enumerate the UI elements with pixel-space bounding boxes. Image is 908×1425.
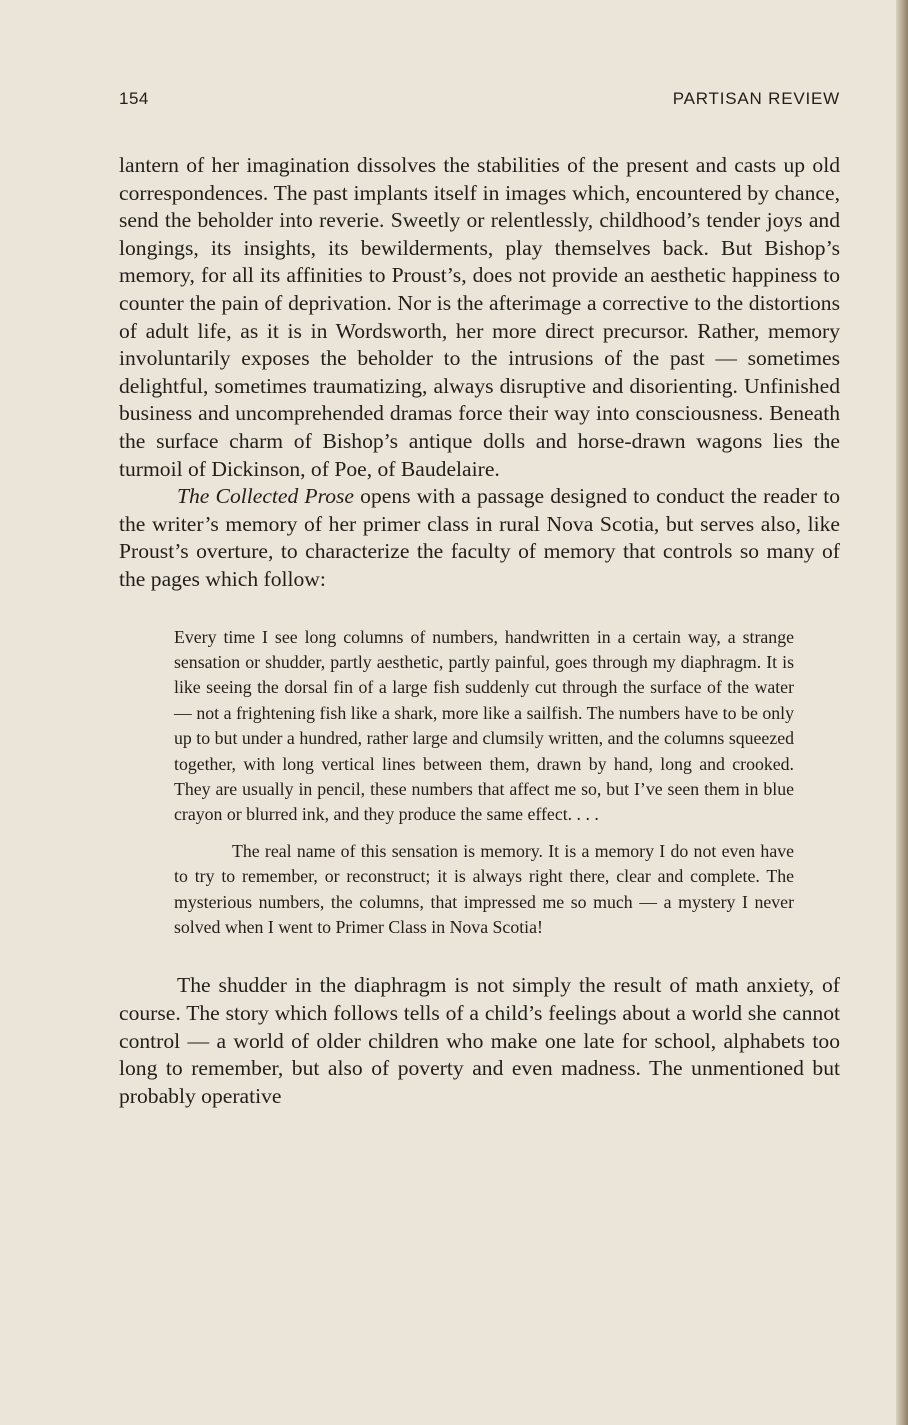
- quotation-paragraph-numbers: Every time I see long columns of numbers, handwritten in a certain way, a strange sensation or shudder, partly aesthetic, partly painful, goes through my diaphragm. It is like seeing the dorsal fin of a large fish suddenly cut through the surface of the water — not a frightening fish like a shark, more like a sailfish. The numbers have to be only up to but under a hundred, rather large and clumsily written, and the columns squeezed together, with long vertical lines between them, drawn by hand, long and crooked. They are usually in pencil, these numbers that affect me so, but I’ve seen them in blue crayon or blurred ink, and they produce the same effect. . . .: [174, 626, 794, 825]
- journal-title: PARTISAN REVIEW: [672, 89, 840, 108]
- page-edge-shadow: [896, 0, 908, 1425]
- paragraph-collected-prose: [119, 483, 840, 593]
- text-block: [119, 152, 840, 1110]
- block-quotation: [174, 625, 794, 941]
- paragraph-shudder: The shudder in the diaphragm is not simply the result of math anxiety, of course. The story which follows tells of a child’s feelings about a world she cannot control — a world of older children who make one late for school, alphabets too long to remember, but also of poverty and even madness. The unmentioned but probably operative: [119, 973, 840, 1108]
- book-title-reference: The Collected Prose: [177, 484, 355, 509]
- running-head: [119, 89, 840, 113]
- paragraph-continued: lantern of her imagination dissolves the stabilities of the present and casts up old correspondences. The past implants itself in images which, encountered by chance, send the beholder into reverie. Sweetly or relentlessly, childhood’s tender joys and longings, its insights, its bewilderments, play themselves back. But Bishop’s memory, for all its affinities to Proust’s, does not provide an aesthetic happiness to counter the pain of deprivation. Nor is the afterimage a corrective to the distortions of adult life, as it is in Wordsworth, her more direct precursor. Rather, memory involuntarily exposes the beholder to the intrusions of the past — sometimes delightful, sometimes traumatizing, always disruptive and disorienting. Unfinished business and uncomprehended dramas force their way into consciousness. Beneath the surface charm of Bishop’s antique dolls and horse-drawn wagons lies the turmoil of Dickinson, of Poe, of Baudelaire.: [119, 153, 840, 481]
- page-number: 154: [119, 89, 149, 108]
- quotation-paragraph-memory: The real name of this sensation is memory. It is a memory I do not even have to try to remember, or reconstruct; it is always right there, clear and complete. The mysterious numbers, the columns, that impressed me so much — a mystery I never solved when I went to Primer Class in Nova Scotia!: [174, 840, 794, 937]
- paragraph-collected-prose-text: opens with a passage designed to conduct the reader to the writer’s memory of her primer class in rural Nova Scotia, but serves also, like Proust’s overture, to characterize the faculty of memory that controls so many of the pages which follow:: [119, 484, 840, 591]
